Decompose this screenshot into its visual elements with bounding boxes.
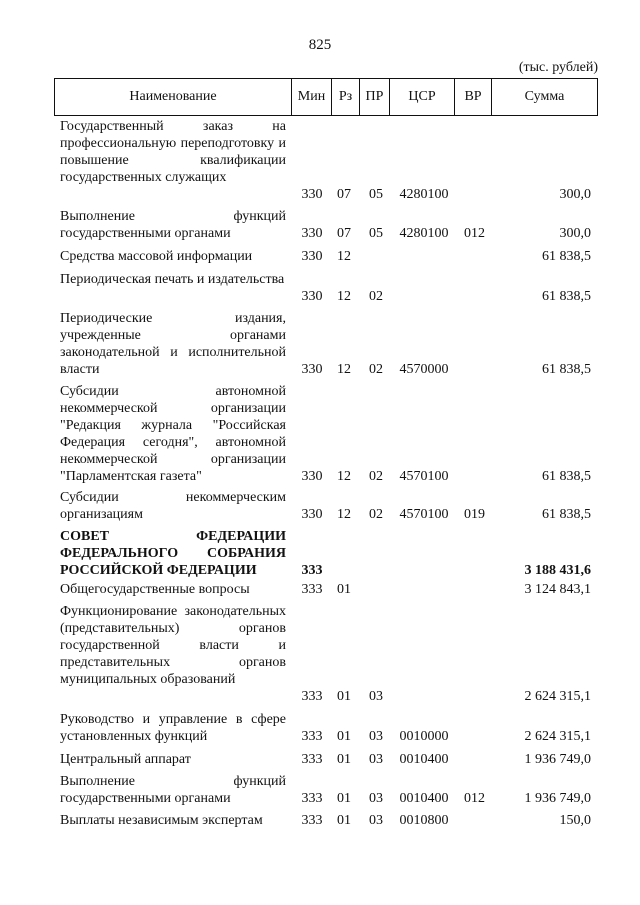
row-pr: 05 bbox=[369, 187, 383, 202]
row-vr: 019 bbox=[464, 507, 485, 522]
row-min: 333 bbox=[301, 791, 323, 806]
row-rz: 12 bbox=[337, 249, 351, 264]
page-number: 825 bbox=[308, 37, 332, 53]
row-min: 333 bbox=[301, 752, 323, 767]
row-sum: 300,0 bbox=[559, 187, 591, 202]
row-min: 333 bbox=[301, 813, 323, 828]
row-csr: 4280100 bbox=[399, 187, 449, 202]
table-row bbox=[0, 248, 640, 265]
table-row bbox=[0, 581, 640, 598]
row-sum: 61 838,5 bbox=[542, 362, 591, 377]
row-name: Выполнение функций государственными органами bbox=[60, 774, 286, 806]
row-sum: 300,0 bbox=[559, 226, 591, 241]
row-rz: 01 bbox=[337, 752, 351, 767]
row-sum: 2 624 315,1 bbox=[524, 729, 591, 744]
row-name: Субсидии автономной некоммерческой организации "Редакция журнала "Российская Федерация сегодня", автономной некоммерческой организации "Парламентская газета" bbox=[60, 384, 286, 484]
row-pr: 05 bbox=[369, 226, 383, 241]
table-row bbox=[0, 271, 640, 305]
row-name: Средства массовой информации bbox=[60, 249, 253, 264]
row-pr: 03 bbox=[369, 729, 383, 744]
row-csr: 4570000 bbox=[399, 362, 449, 377]
row-rz: 07 bbox=[337, 187, 351, 202]
row-csr: 4570100 bbox=[399, 507, 449, 522]
table-row bbox=[0, 118, 640, 203]
header-csr: ЦСР bbox=[390, 79, 455, 116]
row-sum: 1 936 749,0 bbox=[524, 752, 591, 767]
row-rz: 01 bbox=[337, 791, 351, 806]
row-name: Выполнение функций государственными органами bbox=[60, 209, 286, 241]
row-csr: 0010400 bbox=[399, 752, 449, 767]
row-rz: 12 bbox=[337, 507, 351, 522]
header-min: Мин bbox=[292, 79, 332, 116]
row-min: 330 bbox=[301, 187, 323, 202]
table-row bbox=[0, 603, 640, 705]
table-row bbox=[0, 310, 640, 378]
table-row bbox=[0, 751, 640, 768]
row-pr: 02 bbox=[369, 507, 383, 522]
row-name: Руководство и управление в сфере установленных функций bbox=[60, 712, 286, 744]
row-min: 330 bbox=[301, 226, 323, 241]
header-pr: ПР bbox=[360, 79, 390, 116]
row-csr: 0010000 bbox=[399, 729, 449, 744]
table-row bbox=[0, 812, 640, 829]
row-vr: 012 bbox=[464, 791, 485, 806]
row-sum: 3 188 431,6 bbox=[524, 563, 591, 578]
row-rz: 01 bbox=[337, 582, 351, 597]
row-pr: 02 bbox=[369, 469, 383, 484]
row-pr: 03 bbox=[369, 813, 383, 828]
table-row bbox=[0, 383, 640, 485]
units-note: (тыс. рублей) bbox=[518, 60, 598, 75]
row-csr: 0010400 bbox=[399, 791, 449, 806]
row-rz: 07 bbox=[337, 226, 351, 241]
row-min: 330 bbox=[301, 507, 323, 522]
table-row bbox=[0, 489, 640, 523]
table-row bbox=[0, 711, 640, 745]
header-name: Наименование bbox=[55, 79, 292, 116]
row-min: 330 bbox=[301, 469, 323, 484]
row-name: Функционирование законодательных (представительных) органов государственной власти и представительных органов муниципальных образований bbox=[60, 604, 286, 687]
row-rz: 01 bbox=[337, 729, 351, 744]
table-header bbox=[54, 78, 598, 116]
row-pr: 03 bbox=[369, 791, 383, 806]
row-name: Периодические издания, учрежденные органами законодательной и исполнительной власти bbox=[60, 311, 286, 377]
row-rz: 12 bbox=[337, 289, 351, 304]
row-sum: 2 624 315,1 bbox=[524, 689, 591, 704]
row-name: Общегосударственные вопросы bbox=[60, 582, 250, 597]
row-name: Субсидии некоммерческим организациям bbox=[60, 490, 286, 522]
row-vr: 012 bbox=[464, 226, 485, 241]
row-rz: 01 bbox=[337, 813, 351, 828]
row-sum: 3 124 843,1 bbox=[524, 582, 591, 597]
row-sum: 150,0 bbox=[559, 813, 591, 828]
header-sum: Сумма bbox=[492, 79, 598, 116]
row-min: 333 bbox=[301, 582, 323, 597]
table-row bbox=[0, 773, 640, 807]
table-row bbox=[0, 528, 640, 579]
row-sum: 61 838,5 bbox=[542, 469, 591, 484]
row-pr: 02 bbox=[369, 289, 383, 304]
header-vr: ВР bbox=[455, 79, 492, 116]
row-name: Государственный заказ на профессиональную переподготовку и повышение квалификации государственных служащих bbox=[60, 119, 286, 185]
row-rz: 12 bbox=[337, 362, 351, 377]
row-pr: 03 bbox=[369, 689, 383, 704]
header-rz: Рз bbox=[332, 79, 360, 116]
row-rz: 12 bbox=[337, 469, 351, 484]
row-name: Выплаты независимым экспертам bbox=[60, 813, 263, 828]
row-min: 333 bbox=[301, 563, 323, 578]
row-min: 330 bbox=[301, 362, 323, 377]
row-pr: 02 bbox=[369, 362, 383, 377]
row-min: 330 bbox=[301, 249, 323, 264]
row-rz: 01 bbox=[337, 689, 351, 704]
table-row bbox=[0, 208, 640, 242]
row-name: Центральный аппарат bbox=[60, 752, 191, 767]
row-min: 333 bbox=[301, 689, 323, 704]
row-sum: 61 838,5 bbox=[542, 289, 591, 304]
row-csr: 0010800 bbox=[399, 813, 449, 828]
row-name: СОВЕТ ФЕДЕРАЦИИ ФЕДЕРАЛЬНОГО СОБРАНИЯ РОССИЙСКОЙ ФЕДЕРАЦИИ bbox=[60, 529, 286, 578]
row-min: 333 bbox=[301, 729, 323, 744]
row-sum: 61 838,5 bbox=[542, 507, 591, 522]
row-csr: 4280100 bbox=[399, 226, 449, 241]
row-csr: 4570100 bbox=[399, 469, 449, 484]
row-name: Периодическая печать и издательства bbox=[60, 272, 285, 287]
row-sum: 61 838,5 bbox=[542, 249, 591, 264]
row-pr: 03 bbox=[369, 752, 383, 767]
row-sum: 1 936 749,0 bbox=[524, 791, 591, 806]
row-min: 330 bbox=[301, 289, 323, 304]
